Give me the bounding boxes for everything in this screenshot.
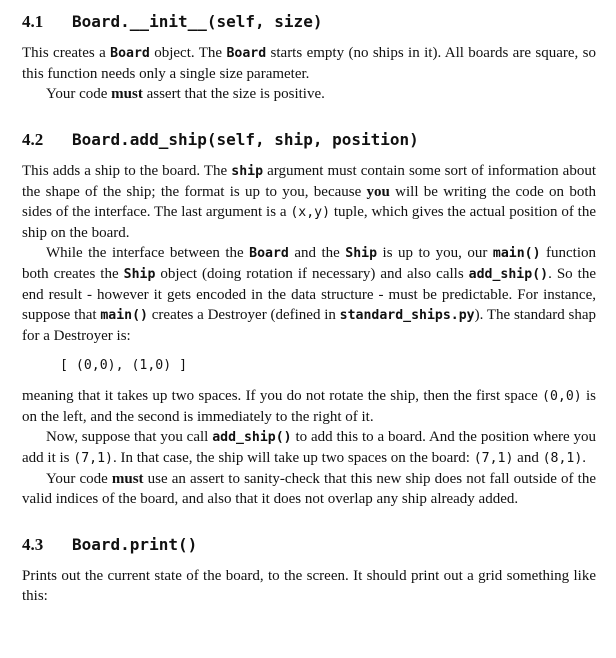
- section-number: 4.2: [22, 130, 44, 149]
- code-block: [ (0,0), (1,0) ]: [60, 358, 188, 373]
- inline-code: Ship: [123, 267, 156, 282]
- emphasis: must: [111, 86, 143, 102]
- section-heading-4-3: [22, 533, 596, 557]
- inline-code: Board: [249, 246, 289, 261]
- paragraph: meaning that it takes up two spaces. If you do not rotate the ship, then the first space (0,0) is on the left, and the second is immediately to the right of it.: [22, 388, 596, 425]
- paragraph: Now, suppose that you call add_ship() to add this to a board. And the position where you add it is (7,1). In that case, the ship will take up two spaces on the board: (7,1) and (8,1).: [22, 429, 596, 466]
- inline-code: add_ship(): [468, 267, 549, 282]
- paragraph: Prints out the current state of the board, to the screen. It should print out a grid something like this:: [22, 568, 596, 604]
- section-title: Board.print(): [72, 535, 198, 554]
- document-page: [22, 10, 596, 606]
- inline-code: ship: [231, 164, 264, 179]
- inline-code: main(): [100, 308, 148, 323]
- section-title: Board.add_ship(self, ship, position): [72, 130, 419, 149]
- paragraph: While the interface between the Board and the Ship is up to you, our main() function both creates the Ship object (doing rotation if necessary) and also calls add_ship(). So the end result - however it gets encoded in the data structure - must be predictable. For instance, suppose that main() creates a Destroyer (defined in standard_ships.py). The standard shap for a Destroyer is:: [22, 245, 597, 344]
- paragraph: Your code must use an assert to sanity-check that this new ship does not fall outside of the valid indices of the board, and also that it does not overlap any ship already added.: [22, 471, 596, 507]
- inline-code: add_ship(): [212, 430, 292, 445]
- paragraph: This adds a ship to the board. The ship argument must contain some sort of information about the shape of the ship; the format is up to you, because you will be writing the code on both sides of the interface. The last argument is a (x,y) tuple, which gives the actual position of the ship on the board.: [22, 163, 596, 241]
- paragraph: This creates a Board object. The Board starts empty (no ships in it). All boards are square, so this function needs only a single size parameter.: [22, 45, 596, 82]
- inline-code: Ship: [345, 246, 378, 261]
- inline-code: (7,1): [73, 451, 113, 466]
- section-number: 4.3: [22, 535, 44, 554]
- inline-code: (x,y): [290, 205, 331, 220]
- inline-code: (8,1): [542, 451, 583, 466]
- inline-code: (0,0): [542, 389, 582, 404]
- section-heading-4-1: [22, 10, 596, 34]
- inline-code: Board: [226, 46, 267, 61]
- inline-code: (7,1): [473, 451, 514, 466]
- emphasis: you: [366, 184, 390, 200]
- paragraph: Your code must assert that the size is positive.: [46, 86, 325, 102]
- emphasis: must: [111, 471, 144, 487]
- section-title: Board.__init__(self, size): [72, 12, 323, 31]
- section-number: 4.1: [22, 12, 44, 31]
- inline-code: standard_ships.py: [339, 308, 475, 323]
- section-heading-4-2: [22, 128, 596, 152]
- inline-code: Board: [110, 46, 150, 61]
- inline-code: main(): [492, 246, 541, 261]
